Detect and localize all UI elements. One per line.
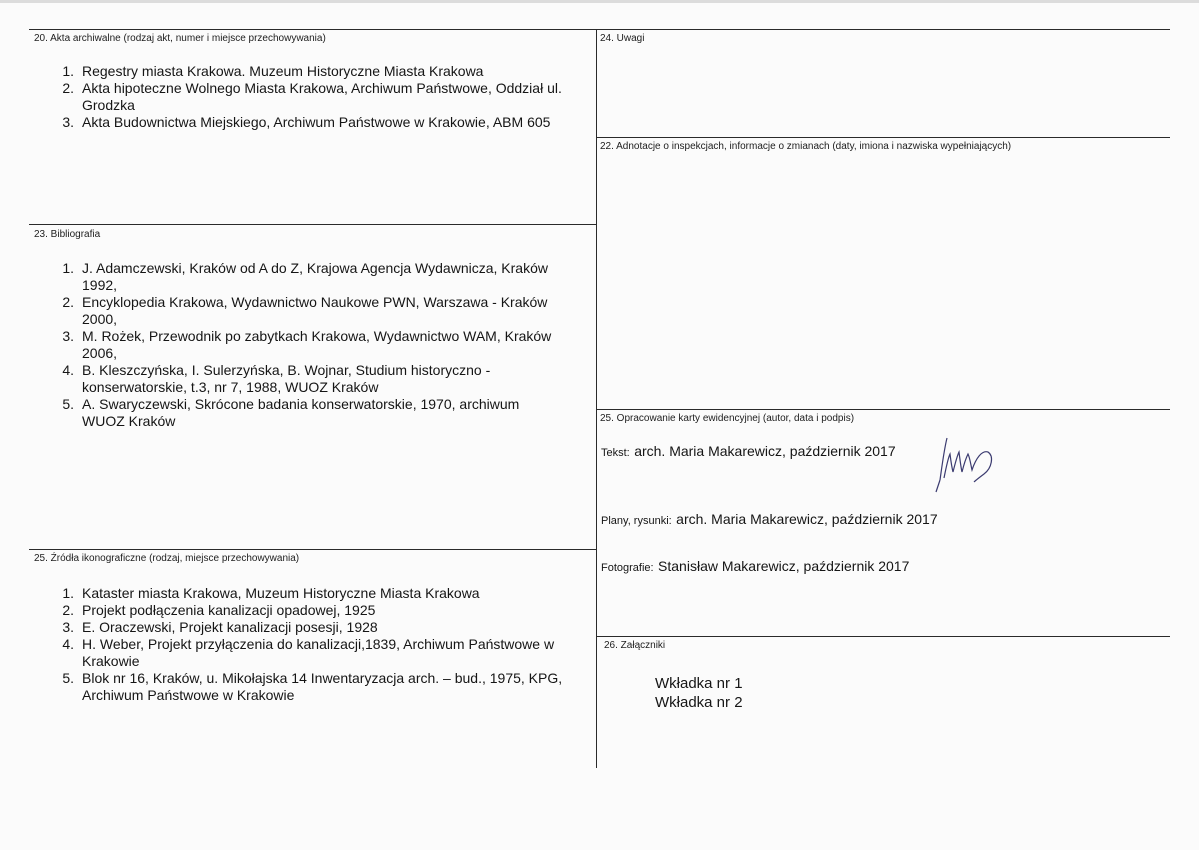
list-item: 1. Kataster miasta Krakowa, Muzeum Historyczne Miasta Krakowa <box>62 585 480 601</box>
text-author-value: arch. Maria Makarewicz, październik 2017 <box>634 443 896 459</box>
plans-author-value: arch. Maria Makarewicz, październik 2017 <box>676 511 938 527</box>
photos-author-value: Stanisław Makarewicz, październik 2017 <box>658 558 910 574</box>
attachment-item-2: Wkładka nr 2 <box>655 694 743 711</box>
list-item: 4. B. Kleszczyńska, I. Sulerzyńska, B. Wojnar, Studium historyczno - konserwatorskie, t.3, nr 7, 1988, WUOZ Kraków <box>62 362 491 395</box>
section-24-label: 24. Uwagi <box>600 33 645 44</box>
section-20-list <box>54 63 584 131</box>
list-item: 3. M. Rożek, Przewodnik po zabytkach Krakowa, Wydawnictwo WAM, Kraków 2006, <box>62 328 552 361</box>
divider-24-22 <box>596 137 1170 138</box>
section-25-card-label: 25. Opracowanie karty ewidencyjnej (autor, data i podpis) <box>600 413 855 424</box>
divider-25-26 <box>596 636 1170 637</box>
text-author-row <box>601 443 896 461</box>
section-23-label: 23. Bibliografia <box>34 229 101 240</box>
list-item: 2. Encyklopedia Krakowa, Wydawnictwo Naukowe PWN, Warszawa - Kraków 2000, <box>62 294 548 327</box>
list-item: 5. Blok nr 16, Kraków, u. Mikołajska 14 Inwentaryzacja arch. – bud., 1975, KPG, Archiwum Państwowe w Krakowie <box>62 670 563 703</box>
list-item: 5. A. Swaryczewski, Skrócone badania konserwatorskie, 1970, archiwum WUOZ Kraków <box>62 396 520 429</box>
section-26-label: 26. Załączniki <box>604 640 666 651</box>
section-25-iconographic-list <box>54 585 589 704</box>
plans-author-label: Plany, rysunki: <box>601 515 672 527</box>
list-item: 2. Akta hipoteczne Wolnego Miasta Krakowa, Archiwum Państwowe, Oddział ul. Grodzka <box>62 80 562 113</box>
top-border <box>29 29 1170 30</box>
attachment-item-1: Wkładka nr 1 <box>655 675 743 692</box>
list-item: 3. Akta Budownictwa Miejskiego, Archiwum Państwowe w Krakowie, ABM 605 <box>62 114 551 130</box>
list-item: 1. J. Adamczewski, Kraków od A do Z, Krajowa Agencja Wydawnicza, Kraków 1992, <box>62 260 548 293</box>
section-22-label: 22. Adnotacje o inspekcjach, informacje o zmianach (daty, imiona i nazwiska wypełniających) <box>600 141 1012 152</box>
list-item: 1. Regestry miasta Krakowa. Muzeum Historyczne Miasta Krakowa <box>62 63 484 79</box>
attachments-list <box>655 674 743 712</box>
divider-23-25 <box>29 549 596 550</box>
list-item: 2. Projekt podłączenia kanalizacji opadowej, 1925 <box>62 602 376 618</box>
photos-author-row <box>601 558 909 576</box>
scan-top-edge <box>0 0 1199 3</box>
section-20-label: 20. Akta archiwalne (rodzaj akt, numer i miejsce przechowywania) <box>34 33 326 44</box>
section-23-list <box>54 260 559 430</box>
text-author-label: Tekst: <box>601 447 630 459</box>
list-item: 4. H. Weber, Projekt przyłączenia do kanalizacji,1839, Archiwum Państwowe w Krakowie <box>62 636 555 669</box>
divider-22-25 <box>596 409 1170 410</box>
signature <box>930 428 1000 494</box>
section-25-iconographic-label: 25. Źródła ikonograficzne (rodzaj, miejsce przechowywania) <box>34 553 300 564</box>
photos-author-label: Fotografie: <box>601 562 654 574</box>
column-divider <box>596 29 597 768</box>
divider-20-23 <box>29 224 596 225</box>
list-item: 3. E. Oraczewski, Projekt kanalizacji posesji, 1928 <box>62 619 378 635</box>
plans-author-row <box>601 511 938 529</box>
